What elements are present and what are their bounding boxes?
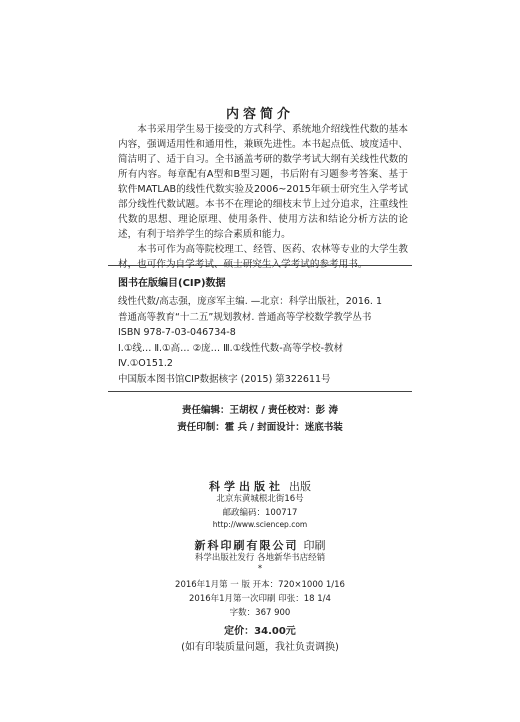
intro-paragraph-1: 本书采用学生易于接受的方式科学、系统地介绍线性代数的基本内容，强调适用性和通用性，兼顾先进性。本书起点低、坡度适中、简洁明了、适于自习。全书涵盖考研的数学考试大纲有关线性代数的所有内容。每章配有A型和B型习题，书后附有习题参考答案、基于软件MATLAB的线性代数实验及2006~2015年硕士研究生入学考试部分线性代数试题。本书不在理论的细枝末节上过分追求，注重线性代数的思想、理论原理、使用条件、使用方法和结论分析方法的论述，有利于培养学生的综合素质和能力。 bbox=[118, 124, 408, 240]
quality-notice: (如有印装质量问题，我社负责调换) bbox=[181, 642, 339, 653]
edition-line-1: 2016年1月第 一 版 开本：720×1000 1/16 bbox=[175, 580, 345, 590]
cip-line: 普通高等教育“十二五”规划教材. 普通高等学校数学教学丛书 bbox=[118, 311, 372, 323]
cip-block bbox=[118, 294, 418, 387]
publisher-website: http://www.sciencep.com bbox=[212, 520, 308, 529]
cip-line: ISBN 978-7-03-046734-8 bbox=[118, 327, 236, 338]
edition-line-3: 字数：367 900 bbox=[229, 608, 291, 618]
divider-middle bbox=[108, 391, 412, 392]
intro-paragraph-2: 本书可作为高等院校理工、经管、医药、农林等专业的大学生教材，也可作为自学考试、硕士研究生入学考试的参考用书。 bbox=[118, 244, 408, 270]
staff-line-2: 责任印制：霍 兵 / 封面设计：迷底书装 bbox=[177, 422, 343, 433]
printer-name: 新科印刷有限公司 bbox=[194, 539, 299, 552]
cip-line: Ⅰ.①线… Ⅱ.①高… ②庞… Ⅲ.①线性代数-高等学校-教材 bbox=[118, 342, 344, 354]
publisher-address: 北京东黄城根北街16号 bbox=[216, 494, 304, 504]
cip-line: 中国版本图书馆CIP数据核字 (2015) 第322611号 bbox=[118, 373, 331, 385]
price: 定价：34.00元 bbox=[224, 626, 296, 637]
publisher-suffix: 出版 bbox=[289, 480, 312, 493]
staff-line-1: 责任编辑：王胡权 / 责任校对：彭 涛 bbox=[182, 405, 338, 416]
printer-suffix: 印刷 bbox=[303, 539, 326, 552]
distribution-line: 科学出版社发行 各地新华书店经销 bbox=[194, 553, 326, 563]
divider-top bbox=[108, 265, 412, 266]
edition-line-2: 2016年1月第一次印刷 印张：18 1/4 bbox=[189, 594, 331, 604]
separator-star: * bbox=[257, 564, 263, 574]
cip-line: 线性代数/高志强，庞彦军主编. —北京：科学出版社，2016. 1 bbox=[118, 296, 383, 307]
intro-text bbox=[118, 122, 408, 272]
cip-line: Ⅳ.①O151.2 bbox=[118, 358, 173, 369]
publisher-name: 科学出版社 bbox=[208, 480, 284, 493]
publisher-postcode: 邮政编码：100717 bbox=[222, 508, 298, 518]
cip-title: 图书在版编目(CIP)数据 bbox=[118, 278, 226, 289]
intro-title: 内容简介 bbox=[225, 107, 294, 122]
